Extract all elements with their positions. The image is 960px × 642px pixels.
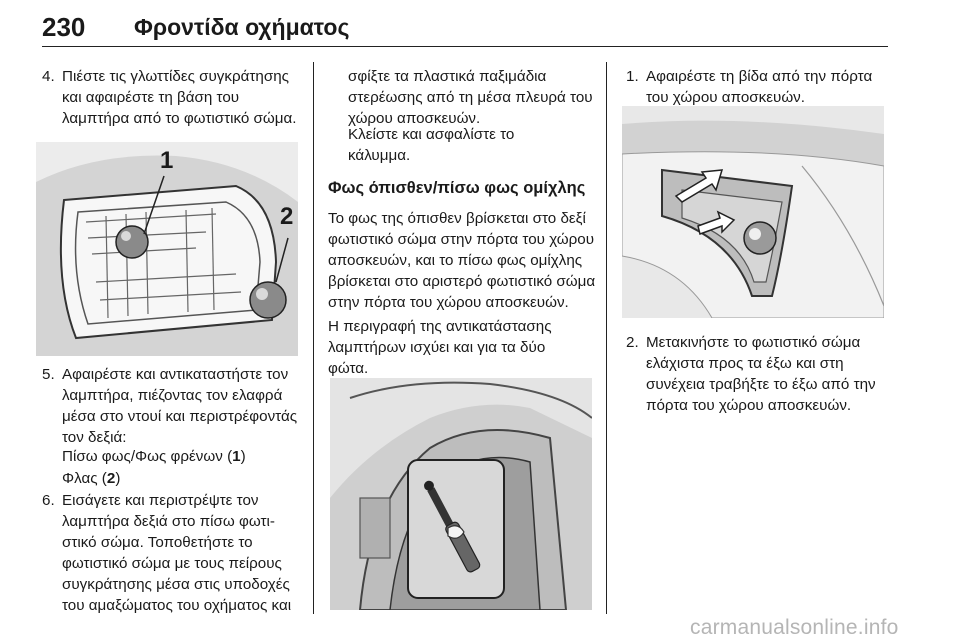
step-4 [42, 66, 304, 129]
brake-light-line [62, 446, 304, 467]
turn-signal-number: 2 [106, 470, 116, 487]
brake-light-close: ) [240, 448, 246, 465]
step-number: 6. [42, 492, 55, 509]
step-5 [42, 364, 304, 448]
brake-light-label: Πίσω φως/Φως φρένων ( [62, 448, 233, 465]
location-paragraph: Το φως της όπισθεν βρίσκεται στο δεξί φωτιστικό σώμα στην πόρτα του χώρου αποσκευών, και το πίσω φως ομίχλης βρίσκεται στο αριστερό φωτιστικό σώμα στην πόρτα του χώρου αποσκευών. [328, 210, 596, 311]
rear-lamp-bulb-holder-illustration [36, 142, 298, 356]
step-text: Αφαιρέστε τη βίδα από την πόρτα του χώρου αποσκευών. [646, 68, 873, 106]
callout-1: 1 [160, 147, 174, 174]
section-heading: Φως όπισθεν/πίσω φως ομίχλης [328, 179, 586, 197]
close-cover-text: Κλείστε και ασφαλίστε το κάλυμμα. [348, 126, 515, 164]
step-1 [626, 66, 888, 108]
step-text: Μετακινήστε το φωτιστικό σώμα ελάχιστα προς τα έξω και στη συνέχεια τραβήξτε το έξω από την πόρτα του χώρου αποσκευών. [646, 334, 876, 414]
chapter-title: Φροντίδα οχήματος [134, 14, 350, 40]
column-divider-2 [606, 62, 607, 614]
tail-light-removal-illustration [622, 106, 884, 318]
step-number: 5. [42, 366, 55, 383]
step-number: 4. [42, 68, 55, 85]
step-2 [626, 332, 888, 416]
step-text: Πιέστε τις γλωττίδες συγκράτησης και αφαιρέστε τη βάση του λαμπτήρα από το φωτιστικό σώμα. [62, 68, 297, 127]
step-text: Εισάγετε και περιστρέψτε τον λαμπτήρα δεξιά στο πίσω φωτιστικό σώμα. Τοποθετήστε το φωτιστικό σώμα με τους πείρους συγκράτησης μέσα στις υποδοχές του αμαξώματος του οχήματος και [62, 492, 292, 614]
continued-text: σφίξτε τα πλαστικά παξιμάδια στερέωσης από τη μέσα πλευρά του χώρου αποσκευών. [348, 68, 593, 127]
brake-light-number: 1 [232, 448, 241, 465]
page-number: 230 [42, 12, 86, 42]
column-divider-1 [313, 62, 314, 614]
turn-signal-close: ) [115, 470, 121, 487]
step-text: Αφαιρέστε και αντικαταστήστε τον λαμπτήρα, πιέζοντας τον ελαφρά μέσα στο ντουί και περιστρέφοντάς τον δεξιά: [62, 366, 298, 446]
step-6 [42, 490, 304, 616]
callout-2: 2 [280, 203, 294, 230]
watermark[interactable]: carmanualsonline.info [690, 616, 899, 639]
turn-signal-label: Φλας ( [62, 470, 107, 487]
step-number: 2. [626, 334, 639, 351]
page-header [42, 6, 888, 47]
step-number: 1. [626, 68, 639, 85]
tailgate-screwdriver-illustration [330, 378, 592, 610]
turn-signal-line [62, 468, 304, 489]
scope-paragraph: Η περιγραφή της αντικατάστασης λαμπτήρων ισχύει και για τα δύο φώτα. [328, 318, 552, 377]
